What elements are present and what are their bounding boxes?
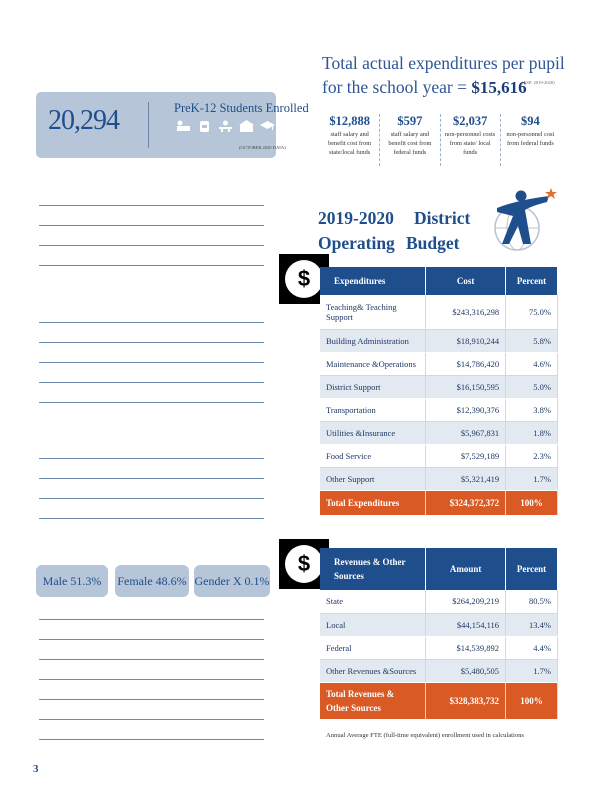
row-percent: 1.7% xyxy=(506,659,558,682)
stat-value: $94 xyxy=(521,114,540,128)
page-number: 3 xyxy=(33,763,39,775)
blank-line xyxy=(39,498,264,499)
row-amount: $264,209,219 xyxy=(426,590,506,613)
table-row xyxy=(320,421,558,444)
column-header: Expenditures xyxy=(320,267,426,295)
gender-female-badge: Female 48.6% xyxy=(115,565,189,597)
row-label: District Support xyxy=(320,375,426,398)
table-row xyxy=(320,636,558,659)
student-desk-icon xyxy=(218,119,233,131)
enrollment-title: PreK-12 Students Enrolled xyxy=(174,101,309,115)
row-amount: $16,150,595 xyxy=(426,375,506,398)
blank-line xyxy=(39,478,264,479)
blank-line xyxy=(39,619,264,620)
table-row xyxy=(320,375,558,398)
district-logo-icon xyxy=(487,186,561,252)
expenditures-table xyxy=(320,267,558,516)
dollar-icon: $ xyxy=(285,545,323,583)
stat-description: staff salary and benefit cost from state/local funds xyxy=(328,131,372,156)
table-row xyxy=(320,590,558,613)
blank-line xyxy=(39,518,264,519)
blank-line xyxy=(39,342,264,343)
per-pupil-amount: $15,616 xyxy=(471,78,527,97)
column-header: Amount xyxy=(426,548,506,590)
stat-value: $597 xyxy=(397,114,423,128)
stat-description: non-personnel cost from federal funds xyxy=(506,131,555,147)
table-header-row xyxy=(320,548,558,590)
blank-line xyxy=(39,719,264,720)
row-percent: 5.0% xyxy=(506,375,558,398)
row-amount: $243,316,298 xyxy=(426,295,506,329)
row-label: Food Service xyxy=(320,444,426,467)
table-row xyxy=(320,398,558,421)
blank-line xyxy=(39,699,264,700)
blank-line xyxy=(39,458,264,459)
stat-value: $12,888 xyxy=(329,114,370,128)
card-divider xyxy=(148,102,149,148)
blank-line xyxy=(39,245,264,246)
blank-line xyxy=(39,679,264,680)
row-percent: 4.6% xyxy=(506,352,558,375)
blank-line xyxy=(39,225,264,226)
row-percent: 1.7% xyxy=(506,467,558,490)
table-row xyxy=(320,659,558,682)
row-amount: $14,786,420 xyxy=(426,352,506,375)
row-amount: $5,480,505 xyxy=(426,659,506,682)
row-amount: $44,154,116 xyxy=(426,613,506,636)
table-row xyxy=(320,295,558,329)
per-pupil-heading-line1: Total actual expenditures per pupil xyxy=(322,53,565,73)
row-percent: 2.3% xyxy=(506,444,558,467)
row-label: Teaching& Teaching Support xyxy=(320,295,426,329)
grade-level-icons xyxy=(176,119,306,131)
row-amount: $7,529,189 xyxy=(426,444,506,467)
enrollment-card xyxy=(36,92,309,158)
blank-line xyxy=(39,739,264,740)
total-percent: 100% xyxy=(506,490,558,515)
stat-nonpersonnel-state-local xyxy=(440,114,500,166)
blank-line xyxy=(39,362,264,363)
enrollment-note: (OCTOBER 2020 DATA) xyxy=(239,145,286,150)
budget-title-year: 2019-2020 xyxy=(318,208,394,228)
per-pupil-note: (ESP: 2019-2020) xyxy=(522,80,555,85)
row-percent: 75.0% xyxy=(506,295,558,329)
budget-title-word: Budget xyxy=(406,233,460,253)
table-row xyxy=(320,467,558,490)
row-label: Other Revenues &Sources xyxy=(320,659,426,682)
per-pupil-heading-line2 xyxy=(322,77,552,98)
per-pupil-heading-prefix: for the school year = xyxy=(322,77,472,97)
blank-line xyxy=(39,402,264,403)
column-header: Revenues & Other Sources xyxy=(320,548,426,590)
total-amount: $328,383,732 xyxy=(426,682,506,719)
row-percent: 3.8% xyxy=(506,398,558,421)
total-row xyxy=(320,682,558,719)
backpack-icon xyxy=(197,119,212,131)
budget-title-word: District xyxy=(414,208,471,228)
row-percent: 1.8% xyxy=(506,421,558,444)
row-amount: $5,967,831 xyxy=(426,421,506,444)
blank-line xyxy=(39,382,264,383)
row-label: Federal xyxy=(320,636,426,659)
enrollment-number: 20,294 xyxy=(48,105,119,136)
row-amount: $12,390,376 xyxy=(426,398,506,421)
table-row xyxy=(320,613,558,636)
blank-line xyxy=(39,265,264,266)
graduation-cap-icon xyxy=(260,119,275,131)
budget-title-word: Operating xyxy=(318,233,395,253)
revenues-table xyxy=(320,548,558,720)
row-label: Maintenance &Operations xyxy=(320,352,426,375)
budget-title xyxy=(318,206,470,256)
stat-description: non-personnel costs from state/ local funds xyxy=(445,131,496,156)
gender-male-badge: Male 51.3% xyxy=(36,565,108,597)
column-header: Percent xyxy=(506,267,558,295)
total-label: Total Expenditures xyxy=(320,490,426,515)
fte-footnote: Annual Average FTE (full-time equivalent) enrollment used in calculations xyxy=(326,732,524,739)
total-row xyxy=(320,490,558,515)
row-percent: 5.8% xyxy=(506,329,558,352)
blank-line xyxy=(39,322,264,323)
row-percent: 13.4% xyxy=(506,613,558,636)
dollar-icon: $ xyxy=(285,260,323,298)
row-label: Utilities &Insurance xyxy=(320,421,426,444)
table-header-row xyxy=(320,267,558,295)
total-amount: $324,372,372 xyxy=(426,490,506,515)
table-row xyxy=(320,444,558,467)
blank-line xyxy=(39,659,264,660)
total-label: Total Revenues & Other Sources xyxy=(320,682,426,719)
row-label: Other Support xyxy=(320,467,426,490)
stat-staff-federal xyxy=(379,114,439,166)
blank-line xyxy=(39,205,264,206)
row-percent: 80.5% xyxy=(506,590,558,613)
stat-nonpersonnel-federal xyxy=(500,114,560,166)
school-building-icon xyxy=(239,119,254,131)
table-row xyxy=(320,329,558,352)
row-amount: $5,321,419 xyxy=(426,467,506,490)
row-percent: 4.4% xyxy=(506,636,558,659)
column-header: Percent xyxy=(506,548,558,590)
row-amount: $18,910,244 xyxy=(426,329,506,352)
stat-description: staff salary and benefit cost from federal funds xyxy=(388,131,432,156)
gender-x-badge: Gender X 0.1% xyxy=(194,565,270,597)
row-label: Building Administration xyxy=(320,329,426,352)
blank-line xyxy=(39,639,264,640)
stat-staff-state-local xyxy=(320,114,379,166)
total-percent: 100% xyxy=(506,682,558,719)
row-amount: $14,539,892 xyxy=(426,636,506,659)
row-label: Local xyxy=(320,613,426,636)
table-row xyxy=(320,352,558,375)
student-reading-icon xyxy=(176,119,191,131)
row-label: State xyxy=(320,590,426,613)
column-header: Cost xyxy=(426,267,506,295)
stat-value: $2,037 xyxy=(452,114,488,128)
row-label: Transportation xyxy=(320,398,426,421)
per-pupil-breakdown xyxy=(320,114,560,166)
